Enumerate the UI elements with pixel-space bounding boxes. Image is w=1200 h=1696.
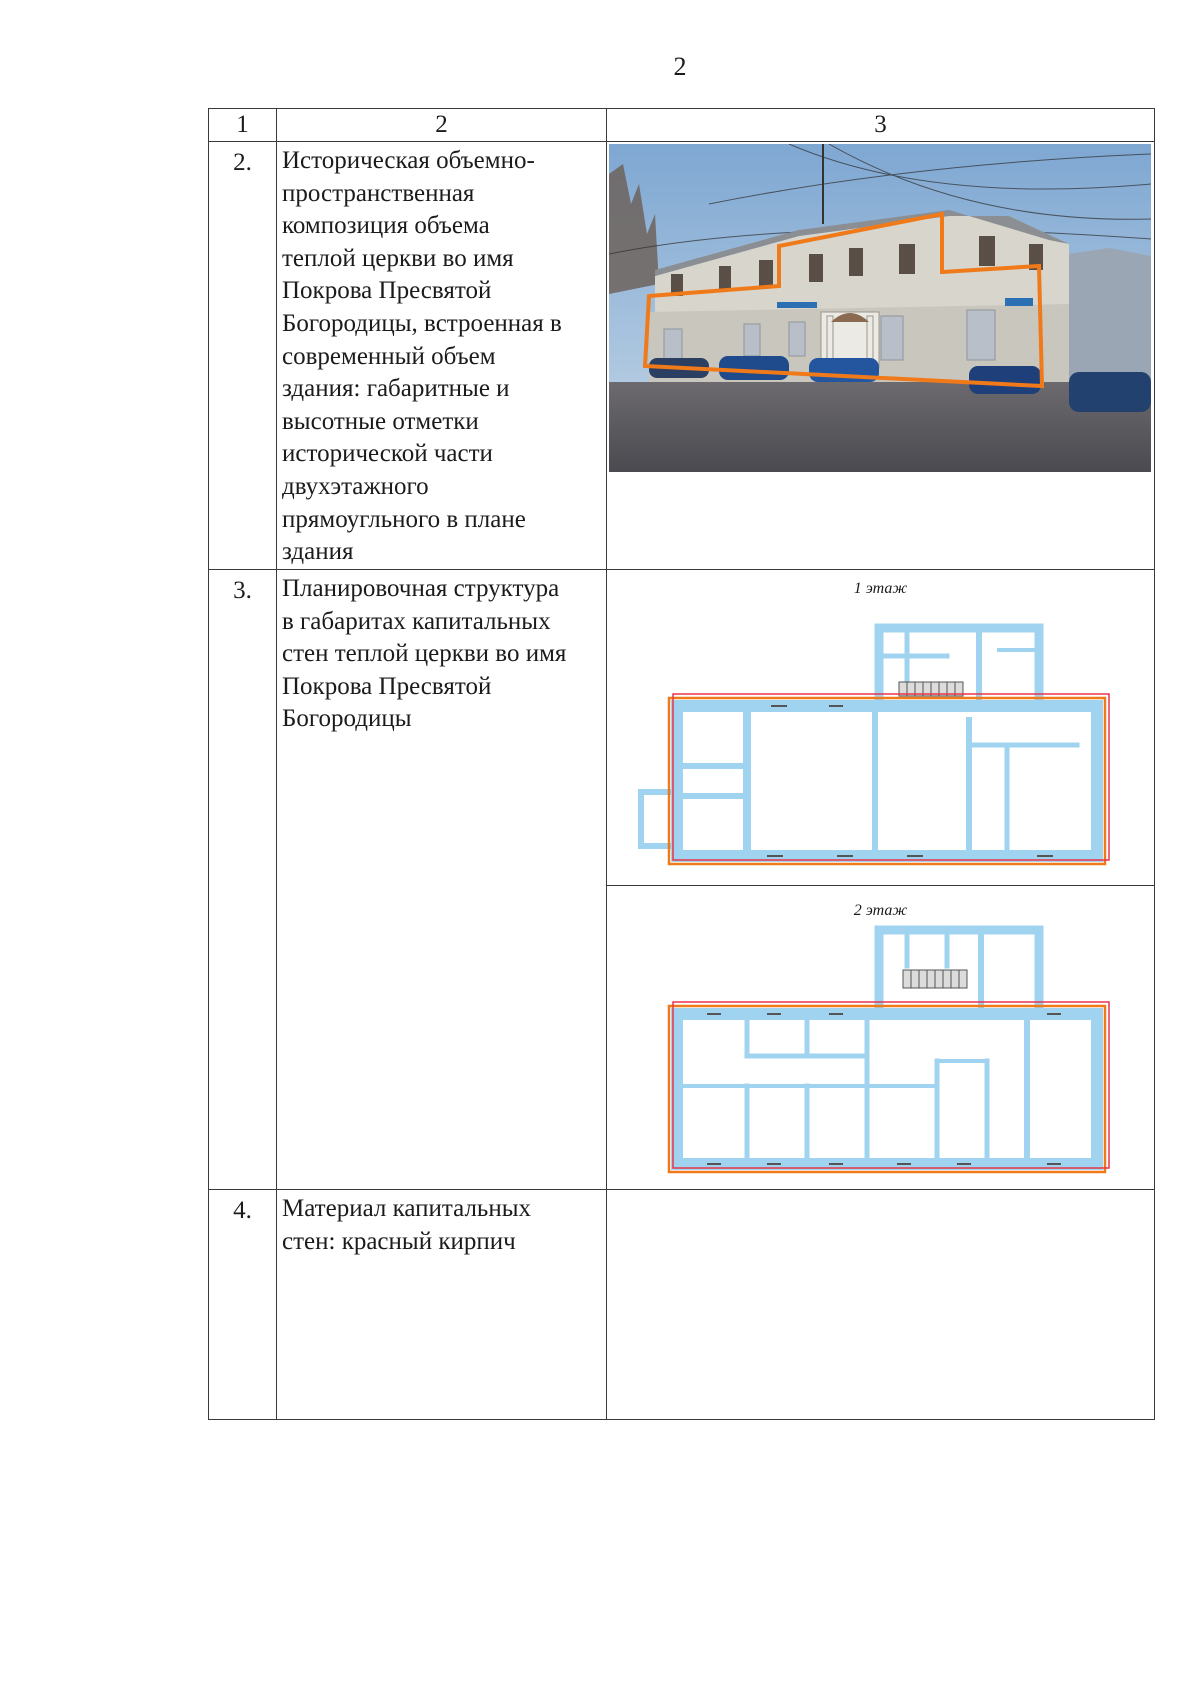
floor-2-drawing (607, 886, 1155, 1189)
header-col-2: 2 (277, 109, 607, 142)
floor-1-plan (607, 570, 1154, 886)
description-line: Покрова Пресвятой (282, 672, 492, 700)
building-photo (609, 144, 1151, 472)
description-line: стен теплой церкви во имя (282, 640, 567, 668)
description-line: Покрова Пресвятой (282, 277, 492, 305)
description-line: теплой церкви во имя (282, 244, 514, 272)
description-line: здания (282, 538, 354, 566)
floor-2-plan (607, 886, 1154, 1189)
photo-cell (607, 142, 1155, 570)
description-line: Материал капитальных (282, 1195, 532, 1222)
header-col-1: 1 (209, 109, 277, 142)
description-line: Богородицы, встроенная в (282, 309, 562, 337)
table-header-row (209, 109, 1155, 142)
header-col-3: 3 (607, 109, 1155, 142)
page-number: 2 (673, 52, 687, 81)
description-line: Планировочная структура (282, 575, 560, 602)
row-number: 3. (209, 570, 277, 1190)
plans-cell (607, 570, 1155, 1190)
floor-1-drawing (607, 570, 1155, 885)
table-row (209, 570, 1155, 1190)
description-line: Историческая объемно- (282, 147, 535, 174)
description-line: пространственная (282, 179, 475, 207)
table-row (209, 1190, 1155, 1420)
description-line: Богородицы (282, 705, 412, 733)
row-number: 4. (209, 1190, 277, 1420)
row-description (277, 570, 607, 1190)
row-number: 2. (209, 142, 277, 570)
description-line: двухэтажного (282, 472, 429, 500)
floor-2-title: 2 этаж (853, 902, 908, 919)
description-table (208, 108, 1155, 1420)
description-line: здания: габаритные и (282, 375, 510, 403)
table-row (209, 142, 1155, 570)
floor-1-title: 1 этаж (853, 580, 908, 597)
description-line: в габаритах капитальных (282, 607, 551, 635)
empty-cell (607, 1190, 1155, 1420)
description-line: высотные отметки (282, 407, 479, 435)
description-line: исторической части (282, 440, 493, 468)
description-line: композиция объема (282, 212, 490, 240)
row-description (277, 142, 607, 570)
description-line: прямоугльного в плане (282, 505, 526, 533)
description-line: стен: красный кирпич (282, 1227, 516, 1255)
description-line: современный объем (282, 342, 496, 370)
row-description (277, 1190, 607, 1420)
